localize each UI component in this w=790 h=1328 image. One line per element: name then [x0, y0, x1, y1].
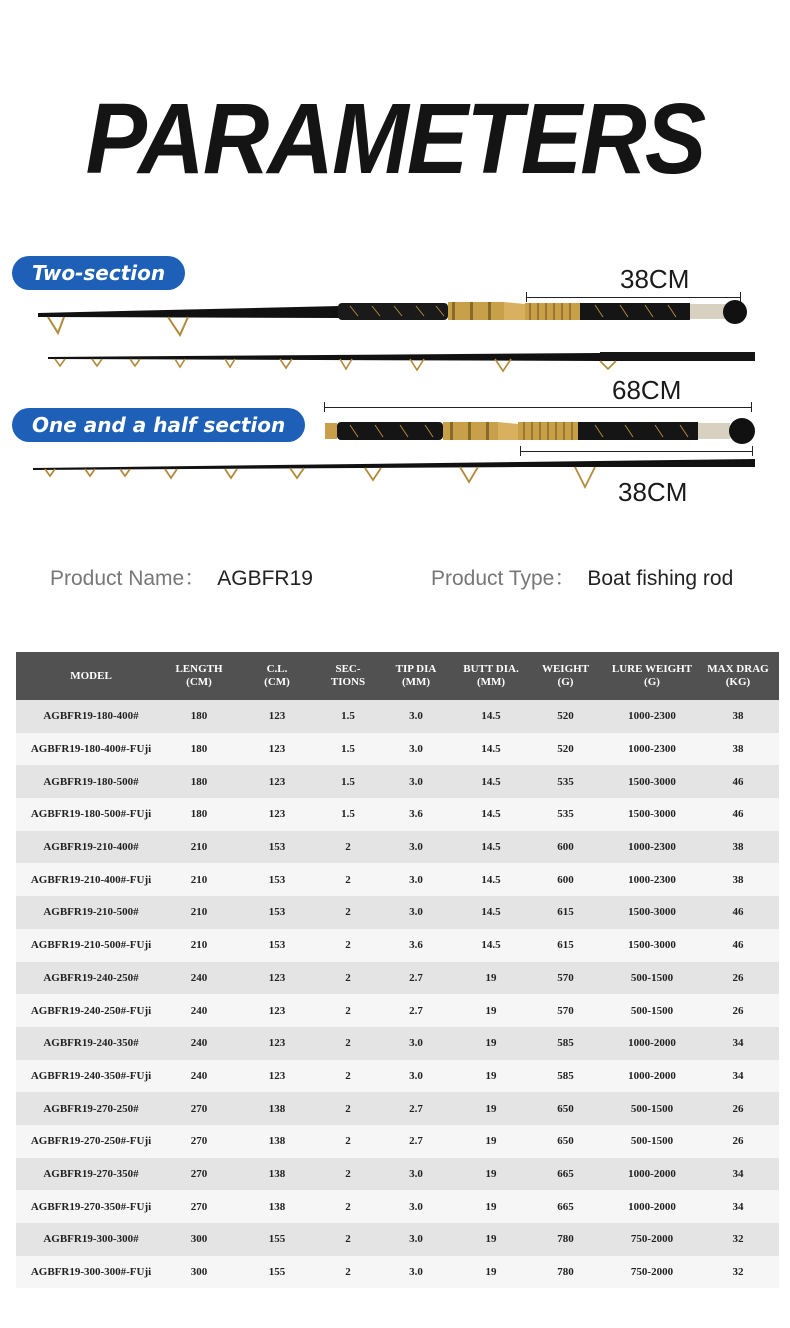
- table-cell: AGBFR19-180-500#-FUji: [16, 798, 166, 831]
- table-cell: 3.6: [374, 929, 458, 962]
- table-cell: 32: [697, 1256, 779, 1289]
- dimension-line-top: [526, 297, 740, 298]
- table-cell: 123: [232, 798, 322, 831]
- table-cell: 1.5: [322, 798, 374, 831]
- table-cell: 14.5: [458, 765, 524, 798]
- table-row: [16, 1190, 779, 1223]
- table-cell: 2: [322, 831, 374, 864]
- table-cell: 270: [166, 1190, 232, 1223]
- table-cell: 2: [322, 863, 374, 896]
- table-cell: 665: [524, 1158, 607, 1191]
- table-cell: AGBFR19-210-500#: [16, 896, 166, 929]
- table-cell: 500-1500: [607, 1125, 697, 1158]
- column-header: [16, 652, 166, 700]
- column-header-line: (CM): [264, 676, 290, 688]
- table-cell: 2: [322, 962, 374, 995]
- table-cell: 240: [166, 994, 232, 1027]
- table-row: [16, 962, 779, 995]
- product-type-label: Product Type：: [431, 567, 576, 590]
- table-cell: 19: [458, 1060, 524, 1093]
- column-header: [374, 652, 458, 700]
- table-cell: 3.0: [374, 1027, 458, 1060]
- table-row: [16, 1092, 779, 1125]
- table-cell: AGBFR19-180-500#: [16, 765, 166, 798]
- table-cell: 38: [697, 831, 779, 864]
- table-cell: 3.0: [374, 1158, 458, 1191]
- table-cell: 14.5: [458, 733, 524, 766]
- foregrip: [337, 422, 443, 440]
- table-cell: AGBFR19-300-300#-FUji: [16, 1256, 166, 1289]
- table-cell: 1500-3000: [607, 929, 697, 962]
- table-cell: 2: [322, 896, 374, 929]
- table-cell: 19: [458, 994, 524, 1027]
- table-cell: 570: [524, 962, 607, 995]
- table-cell: 3.0: [374, 896, 458, 929]
- table-cell: 600: [524, 863, 607, 896]
- table-cell: 240: [166, 1027, 232, 1060]
- table-cell: 153: [232, 896, 322, 929]
- table-cell: 500-1500: [607, 962, 697, 995]
- table-cell: 1500-3000: [607, 798, 697, 831]
- table-cell: AGBFR19-270-250#: [16, 1092, 166, 1125]
- table-cell: 2: [322, 994, 374, 1027]
- table-cell: AGBFR19-270-250#-FUji: [16, 1125, 166, 1158]
- table-row: [16, 798, 779, 831]
- table-cell: 1000-2300: [607, 733, 697, 766]
- table-cell: 300: [166, 1223, 232, 1256]
- column-header: [458, 652, 524, 700]
- table-cell: 180: [166, 700, 232, 733]
- table-cell: AGBFR19-270-350#-FUji: [16, 1190, 166, 1223]
- column-header-line: (CM): [186, 676, 212, 688]
- table-cell: 1500-3000: [607, 896, 697, 929]
- column-header: [322, 652, 374, 700]
- rear-grip: [578, 422, 698, 440]
- two-section-butt-rod: [38, 300, 747, 335]
- table-cell: 750-2000: [607, 1256, 697, 1289]
- table-cell: 650: [524, 1092, 607, 1125]
- table-cell: 1000-2300: [607, 700, 697, 733]
- table-cell: 138: [232, 1158, 322, 1191]
- table-cell: 34: [697, 1158, 779, 1191]
- reel-seat: [448, 302, 504, 320]
- column-header-line: C.L.: [266, 663, 288, 675]
- table-cell: 3.0: [374, 1190, 458, 1223]
- table-cell: 34: [697, 1027, 779, 1060]
- gimbal-grip: [525, 303, 580, 320]
- table-cell: 1.5: [322, 700, 374, 733]
- table-cell: 123: [232, 1027, 322, 1060]
- table-row: [16, 765, 779, 798]
- table-cell: 38: [697, 863, 779, 896]
- table-row: [16, 831, 779, 864]
- table-cell: 123: [232, 765, 322, 798]
- table-cell: 750-2000: [607, 1223, 697, 1256]
- table-cell: 46: [697, 765, 779, 798]
- table-cell: 2: [322, 1060, 374, 1093]
- table-cell: 123: [232, 1060, 322, 1093]
- table-cell: 180: [166, 733, 232, 766]
- table-cell: 2.7: [374, 1125, 458, 1158]
- table-row: [16, 929, 779, 962]
- dimension-label-bottom: 38CM: [618, 477, 688, 507]
- table-cell: 3.0: [374, 1060, 458, 1093]
- table-cell: AGBFR19-300-300#: [16, 1223, 166, 1256]
- table-cell: 123: [232, 733, 322, 766]
- table-cell: AGBFR19-240-350#: [16, 1027, 166, 1060]
- table-cell: 153: [232, 831, 322, 864]
- table-cell: 240: [166, 1060, 232, 1093]
- table-cell: 520: [524, 733, 607, 766]
- product-type: [431, 562, 733, 592]
- table-cell: 2: [322, 1125, 374, 1158]
- table-cell: 270: [166, 1158, 232, 1191]
- table-cell: 665: [524, 1190, 607, 1223]
- table-cell: 3.0: [374, 1256, 458, 1289]
- table-cell: 19: [458, 1092, 524, 1125]
- table-cell: AGBFR19-240-250#-FUji: [16, 994, 166, 1027]
- table-cell: 3.0: [374, 831, 458, 864]
- table-row: [16, 896, 779, 929]
- table-cell: 14.5: [458, 863, 524, 896]
- table-cell: AGBFR19-180-400#: [16, 700, 166, 733]
- table-cell: 19: [458, 1125, 524, 1158]
- table-cell: 535: [524, 798, 607, 831]
- table-row: [16, 863, 779, 896]
- column-header-line: SEC-: [335, 663, 361, 675]
- column-header-line: BUTT DIA.: [463, 663, 519, 675]
- table-cell: 3.0: [374, 733, 458, 766]
- table-cell: AGBFR19-210-500#-FUji: [16, 929, 166, 962]
- column-header-line: (KG): [725, 676, 751, 688]
- table-cell: 210: [166, 831, 232, 864]
- table-cell: 2: [322, 1223, 374, 1256]
- table-cell: 520: [524, 700, 607, 733]
- product-name-label: Product Name：: [50, 567, 206, 590]
- dimension-line-middle: [324, 407, 751, 408]
- table-cell: 123: [232, 700, 322, 733]
- table-cell: 19: [458, 1190, 524, 1223]
- table-cell: 153: [232, 929, 322, 962]
- table-row: [16, 700, 779, 733]
- column-header-line: WEIGHT: [541, 663, 590, 675]
- column-header: [524, 652, 607, 700]
- table-cell: 1000-2000: [607, 1158, 697, 1191]
- table-cell: 14.5: [458, 700, 524, 733]
- table-cell: 1500-3000: [607, 765, 697, 798]
- table-cell: AGBFR19-210-400#: [16, 831, 166, 864]
- butt-cap: [723, 300, 747, 324]
- table-body: [16, 700, 779, 1288]
- table-cell: 19: [458, 1223, 524, 1256]
- table-row: [16, 1158, 779, 1191]
- table-cell: 210: [166, 863, 232, 896]
- table-cell: 138: [232, 1092, 322, 1125]
- table-cell: 32: [697, 1223, 779, 1256]
- table-row: [16, 1256, 779, 1289]
- table-cell: 585: [524, 1027, 607, 1060]
- table-cell: 180: [166, 798, 232, 831]
- table-cell: 535: [524, 765, 607, 798]
- table-cell: 38: [697, 700, 779, 733]
- column-header-line: TIP DIA: [395, 663, 437, 675]
- table-cell: 3.0: [374, 1223, 458, 1256]
- table-row: [16, 733, 779, 766]
- butt-cap: [729, 418, 755, 444]
- table-cell: 14.5: [458, 896, 524, 929]
- table-cell: 14.5: [458, 831, 524, 864]
- table-cell: 46: [697, 896, 779, 929]
- table-cell: 155: [232, 1223, 322, 1256]
- column-header-line: MAX DRAG: [707, 663, 769, 675]
- table-cell: 780: [524, 1223, 607, 1256]
- table-cell: 46: [697, 929, 779, 962]
- table-cell: 570: [524, 994, 607, 1027]
- table-cell: AGBFR19-240-250#: [16, 962, 166, 995]
- product-name-value: AGBFR19: [217, 567, 313, 590]
- table-cell: 500-1500: [607, 994, 697, 1027]
- product-name: [50, 562, 313, 592]
- table-cell: 1.5: [322, 733, 374, 766]
- rear-grip: [580, 303, 690, 320]
- table-cell: 1000-2300: [607, 863, 697, 896]
- table-cell: 138: [232, 1190, 322, 1223]
- butt-cap-ring: [698, 423, 730, 439]
- table-cell: 1000-2000: [607, 1060, 697, 1093]
- column-header-line: LENGTH: [175, 663, 223, 675]
- table-row: [16, 1223, 779, 1256]
- table-cell: 2: [322, 1190, 374, 1223]
- table-cell: 1000-2300: [607, 831, 697, 864]
- table-cell: 3.6: [374, 798, 458, 831]
- table-cell: 2.7: [374, 962, 458, 995]
- table-cell: 26: [697, 994, 779, 1027]
- table-cell: 1000-2000: [607, 1027, 697, 1060]
- table-cell: 123: [232, 962, 322, 995]
- table-cell: 210: [166, 896, 232, 929]
- table-cell: AGBFR19-180-400#-FUji: [16, 733, 166, 766]
- column-header-line: (G): [644, 676, 660, 688]
- dimension-label-top: 38CM: [620, 264, 690, 294]
- table-cell: 615: [524, 896, 607, 929]
- table-cell: 210: [166, 929, 232, 962]
- table-cell: 14.5: [458, 798, 524, 831]
- table-row: [16, 1027, 779, 1060]
- column-header: [232, 652, 322, 700]
- table-cell: 615: [524, 929, 607, 962]
- table-cell: 2: [322, 1256, 374, 1289]
- spec-table: [16, 652, 779, 1288]
- column-header: [607, 652, 697, 700]
- table-cell: 19: [458, 1256, 524, 1289]
- table-cell: 38: [697, 733, 779, 766]
- table-cell: 180: [166, 765, 232, 798]
- column-header-line: (MM): [476, 676, 506, 688]
- table-cell: 600: [524, 831, 607, 864]
- table-row: [16, 1060, 779, 1093]
- product-type-value: Boat fishing rod: [587, 567, 734, 590]
- table-row: [16, 1125, 779, 1158]
- table-cell: 2: [322, 929, 374, 962]
- table-cell: 26: [697, 962, 779, 995]
- one-half-butt-rod: [325, 418, 755, 444]
- table-cell: 26: [697, 1125, 779, 1158]
- table-cell: 138: [232, 1125, 322, 1158]
- table-cell: AGBFR19-240-350#-FUji: [16, 1060, 166, 1093]
- table-cell: 123: [232, 994, 322, 1027]
- column-header-line: LURE WEIGHT: [611, 663, 693, 675]
- table-cell: 26: [697, 1092, 779, 1125]
- dimension-label-middle: 68CM: [612, 375, 682, 405]
- table-cell: 2.7: [374, 1092, 458, 1125]
- column-header: [166, 652, 232, 700]
- table-cell: 2.7: [374, 994, 458, 1027]
- table-cell: 19: [458, 1027, 524, 1060]
- column-header-line: MODEL: [70, 669, 112, 682]
- table-header-row: [16, 652, 779, 700]
- table-cell: 1000-2000: [607, 1190, 697, 1223]
- table-cell: 155: [232, 1256, 322, 1289]
- table-cell: 46: [697, 798, 779, 831]
- table-cell: 240: [166, 962, 232, 995]
- column-header-line: TIONS: [330, 676, 366, 688]
- column-header-line: (G): [557, 676, 574, 688]
- table-row: [16, 994, 779, 1027]
- table-cell: AGBFR19-210-400#-FUji: [16, 863, 166, 896]
- column-header: [697, 652, 779, 700]
- table-cell: 3.0: [374, 863, 458, 896]
- table-cell: 3.0: [374, 700, 458, 733]
- page-title: PARAMETERS: [85, 83, 705, 195]
- dimension-line-bottom: [520, 451, 752, 452]
- table-cell: 500-1500: [607, 1092, 697, 1125]
- table-cell: 2: [322, 1092, 374, 1125]
- butt-cap-ring: [690, 304, 726, 319]
- table-cell: 2: [322, 1027, 374, 1060]
- table-cell: 19: [458, 1158, 524, 1191]
- column-header-line: (MM): [401, 676, 431, 688]
- table-cell: 34: [697, 1060, 779, 1093]
- table-cell: 300: [166, 1256, 232, 1289]
- two-section-tip-rod: [48, 352, 755, 371]
- table-cell: 2: [322, 1158, 374, 1191]
- table-cell: 650: [524, 1125, 607, 1158]
- table-cell: 270: [166, 1092, 232, 1125]
- table-cell: 14.5: [458, 929, 524, 962]
- two-section-badge: Two-section: [12, 256, 185, 290]
- table-cell: 270: [166, 1125, 232, 1158]
- table-cell: 585: [524, 1060, 607, 1093]
- table-cell: 153: [232, 863, 322, 896]
- table-cell: 1.5: [322, 765, 374, 798]
- table-cell: AGBFR19-270-350#: [16, 1158, 166, 1191]
- table-cell: 19: [458, 962, 524, 995]
- one-half-section-badge: One and a half section: [12, 408, 305, 442]
- table-cell: 3.0: [374, 765, 458, 798]
- table-cell: 780: [524, 1256, 607, 1289]
- table-cell: 34: [697, 1190, 779, 1223]
